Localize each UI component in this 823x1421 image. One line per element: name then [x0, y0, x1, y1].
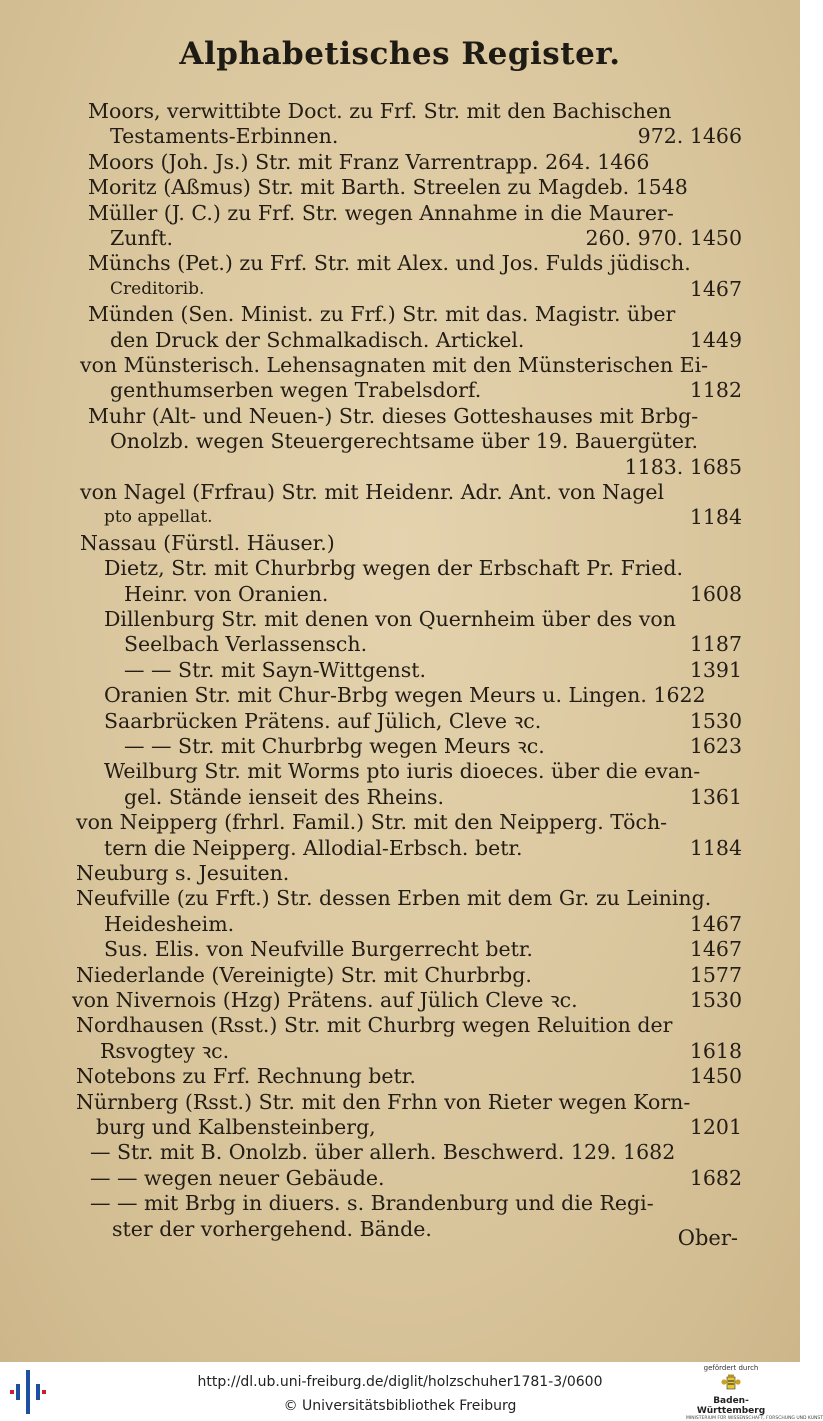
sponsor-subtitle: MINISTERIUM FÜR WISSENSCHAFT, FORSCHUNG UND KUNST	[686, 1416, 823, 1421]
register-line	[0, 733, 800, 759]
register-line	[0, 225, 800, 251]
entry-text: Nordhausen (Rsst.) Str. mit Churbrg wegen Reluition der	[76, 1013, 673, 1038]
register-line	[0, 1089, 800, 1115]
entry-text: Nassau (Fürstl. Häuser.)	[80, 530, 335, 555]
register-line	[0, 885, 800, 911]
page-reference: 1467	[689, 276, 742, 301]
register-line	[0, 784, 800, 810]
entry-text: Dietz, Str. mit Churbrbg wegen der Erbschaft Pr. Fried.	[104, 556, 683, 581]
page-reference: 1467	[689, 911, 742, 936]
page-reference: 260. 970. 1450	[585, 226, 742, 250]
entry-text: Oranien Str. mit Chur-Brbg wegen Meurs u. Lingen. 1622	[104, 683, 706, 708]
entry-text: Heinr. von Oranien.	[124, 581, 329, 606]
entry-text: — Str. mit B. Onolzb. über allerh. Beschwerd. 129. 1682	[90, 1140, 676, 1165]
entry-text: Onolzb. wegen Steuergerechtsame über 19. Bauergüter.	[110, 429, 699, 454]
sponsor-label: gefördert durch	[703, 1364, 759, 1372]
page-reference: 1530	[689, 708, 742, 733]
register-line	[0, 1190, 800, 1216]
register-line	[0, 606, 800, 632]
entry-text: Rsvogtey ꝛc.	[100, 1038, 230, 1063]
register-line	[0, 377, 800, 403]
register-line	[0, 301, 800, 327]
page-reference: 1449	[689, 327, 742, 352]
entry-text: Seelbach Verlassensch.	[124, 632, 368, 657]
register-line	[0, 962, 800, 988]
register-line	[0, 1114, 800, 1140]
register-line	[0, 327, 800, 353]
register-line	[0, 1063, 800, 1089]
entry-text: Moors, verwittibte Doct. zu Frf. Str. mit den Bachischen	[88, 99, 672, 123]
register-line	[0, 835, 800, 861]
register-line	[0, 479, 800, 505]
page-reference: 1682	[689, 1165, 742, 1190]
page-heading: Alphabetisches Register.	[179, 36, 621, 72]
page-reference: 1361	[689, 784, 742, 809]
entry-text: Saarbrücken Prätens. auf Jülich, Cleve ꝛc.	[104, 708, 542, 733]
register-line	[0, 758, 800, 784]
entry-text: Zunft.	[110, 226, 173, 250]
register-line	[0, 581, 800, 607]
entry-text: Münden (Sen. Minist. zu Frf.) Str. mit das. Magistr. über	[88, 302, 676, 327]
page-reference: 1183. 1685	[624, 454, 742, 479]
entry-text: von Nivernois (Hzg) Prätens. auf Jülich Cleve ꝛc.	[72, 988, 578, 1012]
entry-text: Dillenburg Str. mit denen von Quernheim über des von	[104, 607, 676, 631]
coat-of-arms-icon	[720, 1374, 742, 1392]
page-reference: 972. 1466	[637, 124, 742, 149]
register-line	[0, 1165, 800, 1191]
register-line	[0, 1139, 800, 1165]
register-line	[0, 504, 800, 530]
entry-text: — — Str. mit Sayn-Wittgenst.	[124, 657, 426, 682]
page-reference: 1623	[689, 734, 742, 758]
entry-text: von Münsterisch. Lehensagnaten mit den Münsterischen Ei-	[80, 353, 709, 377]
register-line	[0, 809, 800, 835]
entry-text: Müller (J. C.) zu Frf. Str. wegen Annahme in die Maurer-	[88, 200, 674, 225]
page-reference: 1467	[689, 937, 742, 962]
register-line	[0, 555, 800, 581]
entry-text: Muhr (Alt- und Neuen-) Str. dieses Gotteshauses mit Brbg-	[88, 403, 699, 428]
page-reference: 1618	[689, 1038, 742, 1063]
register-line	[0, 530, 800, 556]
entry-text: Testaments-Erbinnen.	[110, 124, 339, 149]
register-line	[0, 250, 800, 276]
entry-text: Münchs (Pet.) zu Frf. Str. mit Alex. und Jos. Fulds jüdisch.	[88, 251, 691, 276]
register-line	[0, 1012, 800, 1038]
entry-text: Neufville (zu Frft.) Str. dessen Erben mit dem Gr. zu Leining.	[76, 886, 712, 911]
catchword: Ober-	[677, 1226, 738, 1250]
page-reference: 1184	[689, 835, 742, 860]
entry-text: Moors (Joh. Js.) Str. mit Franz Varrentrapp. 264. 1466	[88, 149, 650, 174]
entry-text: burg und Kalbensteinberg,	[96, 1115, 376, 1139]
entry-text: gel. Stände ienseit des Rheins.	[124, 784, 445, 809]
entry-text: pto appellat.	[104, 507, 213, 528]
register-line	[0, 860, 800, 886]
entry-text: Heidesheim.	[104, 911, 235, 936]
page-reference: 1530	[689, 988, 742, 1012]
register-line	[0, 403, 800, 429]
entry-text: von Neipperg (frhrl. Famil.) Str. mit den Neipperg. Töch-	[76, 810, 668, 835]
page-reference: 1182	[689, 378, 742, 403]
entry-text: Sus. Elis. von Neufville Burgerrecht betr.	[104, 937, 533, 962]
register-line	[0, 174, 800, 200]
page-reference: 1187	[689, 632, 742, 657]
entry-text: — — Str. mit Churbrbg wegen Meurs ꝛc.	[124, 734, 545, 758]
footer-bar	[0, 1362, 823, 1421]
page-reference: 1391	[689, 657, 742, 682]
source-url[interactable]: http://dl.ub.uni-freiburg.de/diglit/holzschuher1781-3/0600	[197, 1374, 603, 1390]
entry-text: ster der vorhergehend. Bände.	[112, 1216, 432, 1241]
entry-text: Moritz (Aßmus) Str. mit Barth. Streelen zu Magdeb. 1548	[88, 175, 688, 200]
page-reference: 1184	[689, 505, 742, 530]
copyright-notice: © Universitätsbibliothek Freiburg	[283, 1398, 517, 1414]
register-line	[0, 631, 800, 657]
page-reference: 1608	[689, 581, 742, 606]
entry-text: Weilburg Str. mit Worms pto iuris dioeces. über die evan-	[104, 759, 701, 784]
register-line	[0, 352, 800, 378]
register-line	[0, 911, 800, 937]
register-line	[0, 708, 800, 734]
entry-text: genthumserben wegen Trabelsdorf.	[110, 378, 482, 403]
register-line	[0, 657, 800, 683]
entry-text: von Nagel (Frfrau) Str. mit Heidenr. Adr. Ant. von Nagel	[80, 480, 665, 504]
entry-text: — — wegen neuer Gebäude.	[90, 1165, 385, 1190]
entry-text: Nürnberg (Rsst.) Str. mit den Frhn von Rieter wegen Korn-	[76, 1089, 691, 1114]
register-line	[0, 454, 800, 480]
register-line	[0, 987, 800, 1013]
entry-text: tern die Neipperg. Allodial-Erbsch. betr.	[104, 835, 523, 860]
page-reference: 1201	[689, 1115, 742, 1139]
entry-text: Niederlande (Vereinigte) Str. mit Churbrbg.	[76, 962, 532, 987]
sponsor-block	[686, 1364, 823, 1421]
register-line	[0, 936, 800, 962]
entry-text: — — mit Brbg in diuers. s. Brandenburg und die Regi-	[90, 1191, 654, 1216]
register-line	[0, 682, 800, 708]
register-line	[0, 276, 800, 302]
page-reference: 1577	[689, 962, 742, 987]
register-line	[0, 123, 800, 149]
register-line	[0, 200, 800, 226]
register-line	[0, 98, 800, 124]
register-line	[0, 149, 800, 175]
entry-text: Notebons zu Frf. Rechnung betr.	[76, 1064, 416, 1089]
entry-text: Neuburg s. Jesuiten.	[76, 861, 290, 885]
entry-text: Creditorib.	[110, 278, 205, 299]
sponsor-name: Baden-Württemberg	[696, 1396, 766, 1416]
register-line	[0, 428, 800, 454]
entry-text: den Druck der Schmalkadisch. Artickel.	[110, 327, 525, 352]
page-reference: 1450	[689, 1064, 742, 1089]
register-line	[0, 1038, 800, 1064]
